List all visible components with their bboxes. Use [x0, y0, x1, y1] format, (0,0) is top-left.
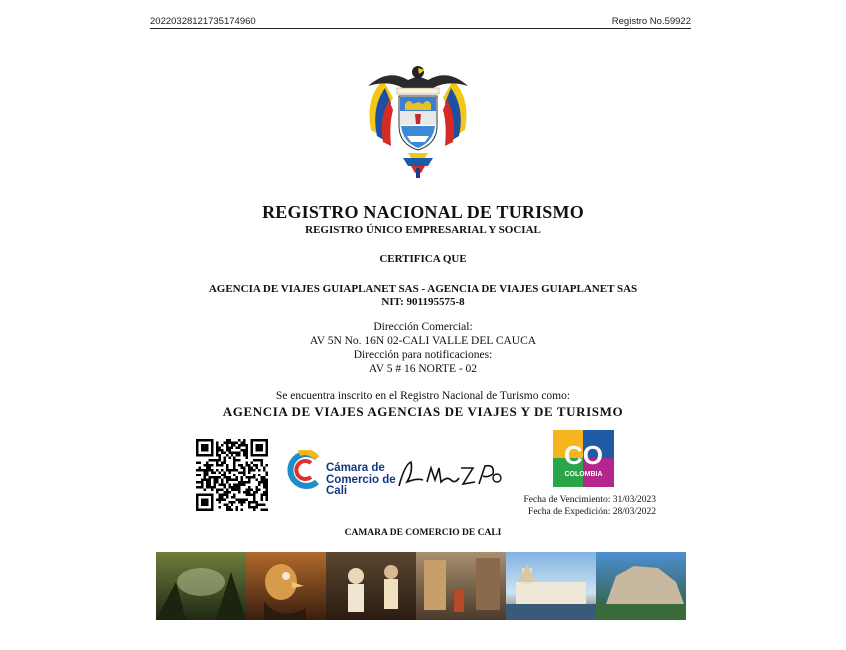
direccion-comercial-label: Dirección Comercial:: [373, 321, 473, 333]
registration-category: AGENCIA DE VIAJES AGENCIAS DE VIAJES Y DE TURISMO: [222, 404, 624, 419]
fechas-block: [506, 494, 656, 518]
direccion-notificaciones-value: AV 5 # 16 NORTE - 02: [368, 363, 478, 375]
company-name: AGENCIA DE VIAJES GUIAPLANET SAS - AGENCIA DE VIAJES GUIAPLANET SAS: [208, 283, 638, 295]
photo-condor: [246, 552, 326, 620]
header-divider: [150, 28, 691, 29]
colombia-word-text: COLOMBIA: [564, 471, 603, 478]
photo-colonial-street: [416, 552, 506, 620]
camara-de-comercio-logo-text: Cámara de Comercio de Cali: [326, 462, 396, 497]
photo-mountain: [596, 552, 686, 620]
fecha-vencimiento: Fecha de Vencimiento: 31/03/2023: [523, 495, 656, 505]
photo-church: [506, 552, 596, 620]
coat-of-arms-icon: [363, 58, 473, 178]
page-subtitle: REGISTRO ÚNICO EMPRESARIAL Y SOCIAL: [305, 224, 541, 236]
colombia-co-logo-icon: [553, 430, 614, 487]
fecha-expedicion: Fecha de Expedición: 28/03/2022: [528, 507, 656, 517]
nit: NIT: 901195575-8: [381, 296, 465, 308]
footer-camara: CAMARA DE COMERCIO DE CALI: [344, 528, 502, 538]
registro-number: Registro No.59922: [611, 16, 691, 27]
page-title: REGISTRO NACIONAL DE TURISMO: [262, 202, 584, 222]
tourism-photo-banner: [156, 552, 686, 620]
direccion-comercial-value: AV 5N No. 16N 02-CALI VALLE DEL CAUCA: [309, 335, 537, 347]
colombia-co-text: CO: [564, 440, 603, 470]
photo-musicians: [326, 552, 416, 620]
certifica-heading: CERTIFICA QUE: [379, 253, 467, 265]
camara-de-comercio-logo-icon: [287, 450, 321, 490]
signature-icon: [395, 458, 505, 490]
qr-code-icon: [196, 439, 268, 511]
document-code: 20220328121735174960: [150, 16, 256, 27]
photo-jungle: [156, 552, 246, 620]
direccion-notificaciones-label: Dirección para notificaciones:: [353, 349, 493, 361]
inscrito-text: Se encuentra inscrito en el Registro Nacional de Turismo como:: [275, 390, 571, 402]
